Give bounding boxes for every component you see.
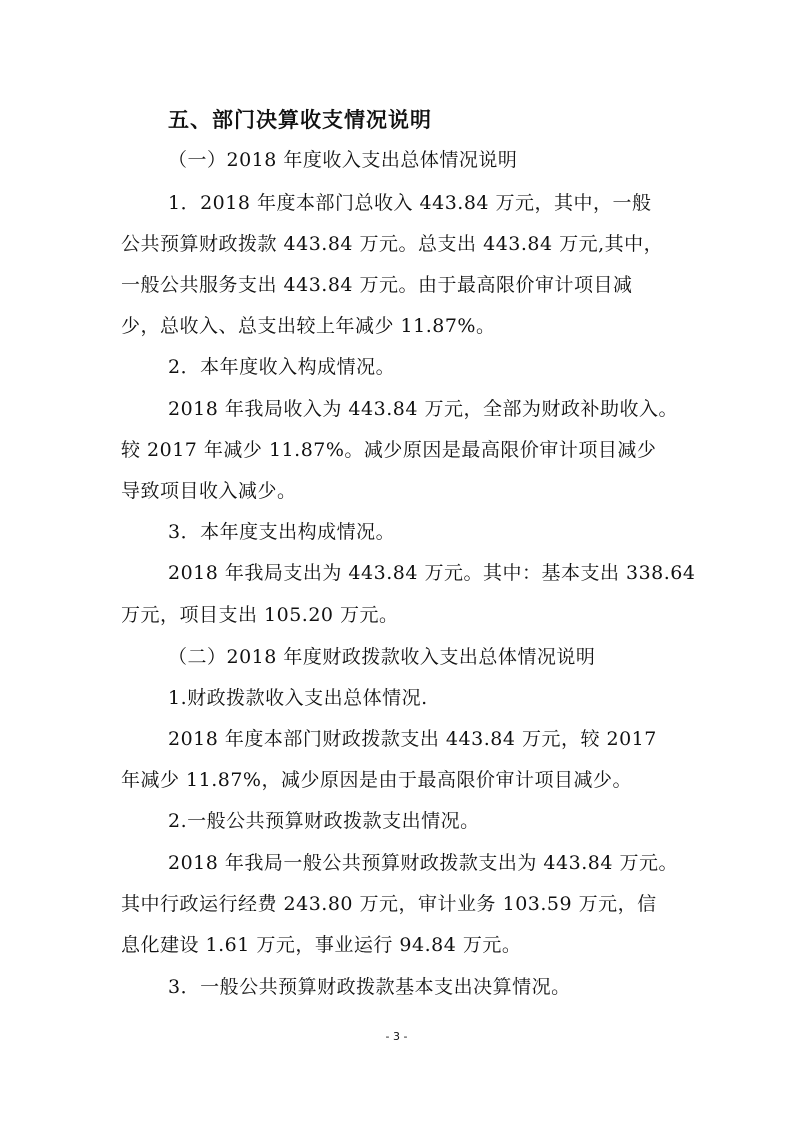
item2-line-1: 2018 年我局收入为 443.84 万元，全部为财政补助收入。 [168, 398, 678, 420]
item1-line-3: 一般公共服务支出 443.84 万元。由于最高限价审计项目减 [121, 274, 633, 296]
p2-item2-line-2: 其中行政运行经费 243.80 万元，审计业务 103.59 万元，信 [121, 893, 657, 915]
part2-title: （二）2018 年度财政拨款收入支出总体情况说明 [168, 646, 596, 668]
item3-line-2: 万元，项目支出 105.20 万元。 [121, 604, 399, 626]
item1-line-2: 公共预算财政拨款 443.84 万元。总支出 443.84 万元,其中， [121, 233, 664, 255]
item2-line-2: 较 2017 年减少 11.87%。减少原因是最高限价审计项目减少 [121, 439, 657, 461]
p2-item1-line-2: 年减少 11.87%，减少原因是由于最高限价审计项目减少。 [121, 769, 632, 791]
item3-line-1: 2018 年我局支出为 443.84 万元。其中：基本支出 338.64 [168, 562, 696, 584]
item3-title: 3．本年度支出构成情况。 [168, 521, 396, 543]
item1-line-1: 1．2018 年度本部门总收入 443.84 万元，其中，一般 [168, 192, 652, 214]
p2-item1-title: 1.财政拨款收入支出总体情况. [168, 687, 428, 709]
section-title: 五、部门决算收支情况说明 [168, 107, 432, 132]
item2-title: 2．本年度收入构成情况。 [168, 356, 396, 378]
item2-line-3: 导致项目收入减少。 [121, 480, 297, 502]
p2-item2-title: 2.一般公共预算财政拨款支出情况。 [168, 810, 480, 832]
p2-item2-line-3: 息化建设 1.61 万元，事业运行 94.84 万元。 [121, 934, 522, 956]
part1-title: （一）2018 年度收入支出总体情况说明 [168, 149, 518, 171]
page-number: - 3 - [385, 1030, 408, 1043]
p2-item1-line-1: 2018 年度本部门财政拨款支出 443.84 万元，较 2017 [168, 728, 657, 750]
p2-item3-title: 3．一般公共预算财政拨款基本支出决算情况。 [168, 976, 571, 998]
item1-line-4: 少，总收入、总支出较上年减少 11.87%。 [121, 315, 496, 337]
p2-item2-line-1: 2018 年我局一般公共预算财政拨款支出为 443.84 万元。 [168, 852, 678, 874]
